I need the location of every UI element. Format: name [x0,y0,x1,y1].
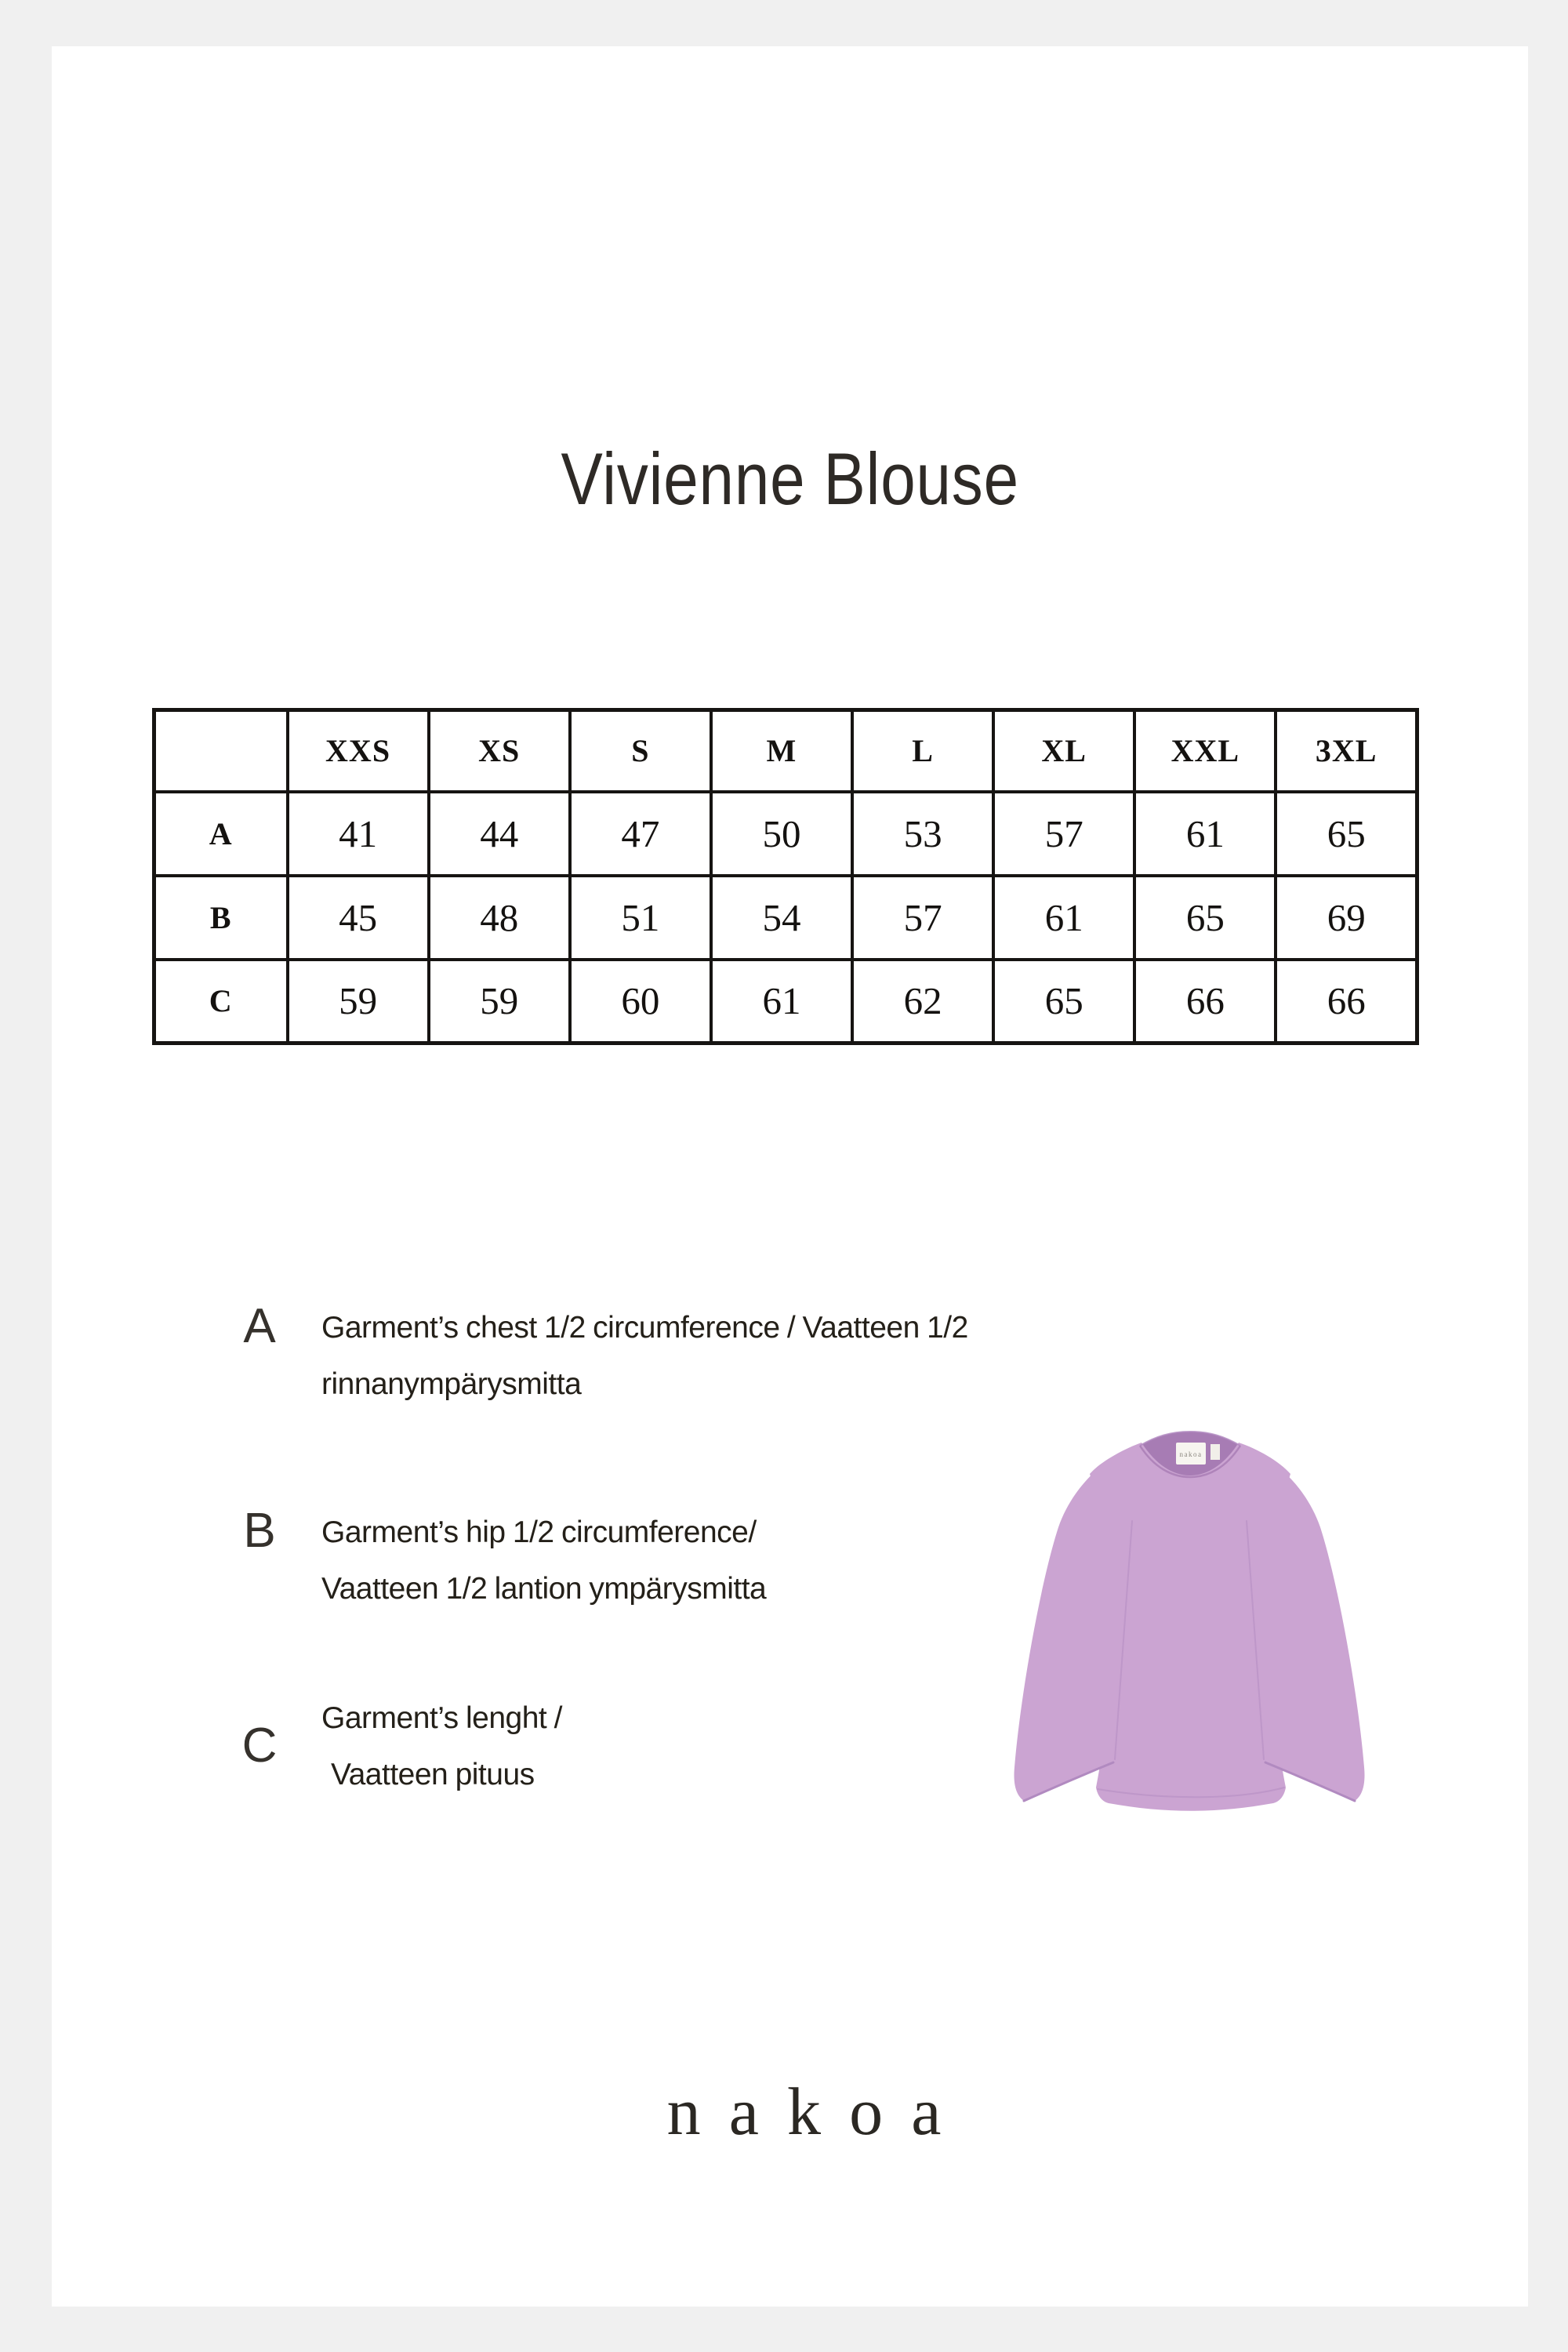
page-title-text: Vivienne Blouse [561,437,1019,520]
table-cell: 59 [429,960,570,1044]
table-cell: 61 [1134,792,1276,876]
measure-desc-c-line1: Garment’s lenght / [321,1701,562,1735]
measure-desc-a-line1: Garment’s chest 1/2 circumference / Vaatteen 1/2 [321,1311,968,1345]
column-header-m: M [711,710,852,792]
neck-size-tag [1210,1444,1220,1460]
table-cell: 60 [570,960,711,1044]
table-cell: 65 [993,960,1134,1044]
measure-key-b: B [243,1504,276,1558]
table-cell: 50 [711,792,852,876]
size-chart-table [152,708,1419,1045]
column-header-xxs: XXS [288,710,429,792]
table-cell: 59 [288,960,429,1044]
table-cell: 61 [993,876,1134,960]
product-photo-blouse [978,1427,1402,1819]
column-header-xxl: XXL [1134,710,1276,792]
table-cell: 44 [429,792,570,876]
table-cell: 65 [1134,876,1276,960]
table-cell: 66 [1276,960,1417,1044]
page-title [52,437,1528,520]
brand-logo: nakoa [666,2074,970,2149]
column-header-s: S [570,710,711,792]
table-row-a [154,792,1417,876]
measure-key-c: C [241,1719,278,1773]
table-cell: 54 [711,876,852,960]
measure-desc-a-line2: rinnanympärysmitta [321,1367,582,1401]
column-header-xs: XS [429,710,570,792]
measure-key-a: A [243,1299,276,1353]
table-cell: 66 [1134,960,1276,1044]
measure-desc-c [321,1690,1074,1803]
corner-cell [154,710,288,792]
table-cell: 47 [570,792,711,876]
table-cell: 65 [1276,792,1417,876]
row-label-c: C [154,960,288,1044]
table-cell: 57 [852,876,993,960]
row-label-b: B [154,876,288,960]
row-label-a: A [154,792,288,876]
measure-desc-a [321,1300,1074,1413]
table-row-c [154,960,1417,1044]
column-header-l: L [852,710,993,792]
size-guide-card [52,46,1528,2307]
table-cell: 69 [1276,876,1417,960]
neck-label-text: nakoa [1179,1450,1203,1458]
measure-desc-c-line2: Vaatteen pituus [331,1758,535,1791]
column-header-xl: XL [993,710,1134,792]
table-cell: 51 [570,876,711,960]
table-row-b [154,876,1417,960]
table-cell: 53 [852,792,993,876]
measure-desc-b [321,1504,1074,1617]
table-cell: 48 [429,876,570,960]
measure-desc-b-line2: Vaatteen 1/2 lantion ympärysmitta [321,1572,767,1606]
table-header-row [154,710,1417,792]
column-header-3xl: 3XL [1276,710,1417,792]
table-cell: 57 [993,792,1134,876]
table-cell: 62 [852,960,993,1044]
table-cell: 45 [288,876,429,960]
measure-desc-b-line1: Garment’s hip 1/2 circumference/ [321,1515,757,1549]
table-cell: 61 [711,960,852,1044]
table-cell: 41 [288,792,429,876]
